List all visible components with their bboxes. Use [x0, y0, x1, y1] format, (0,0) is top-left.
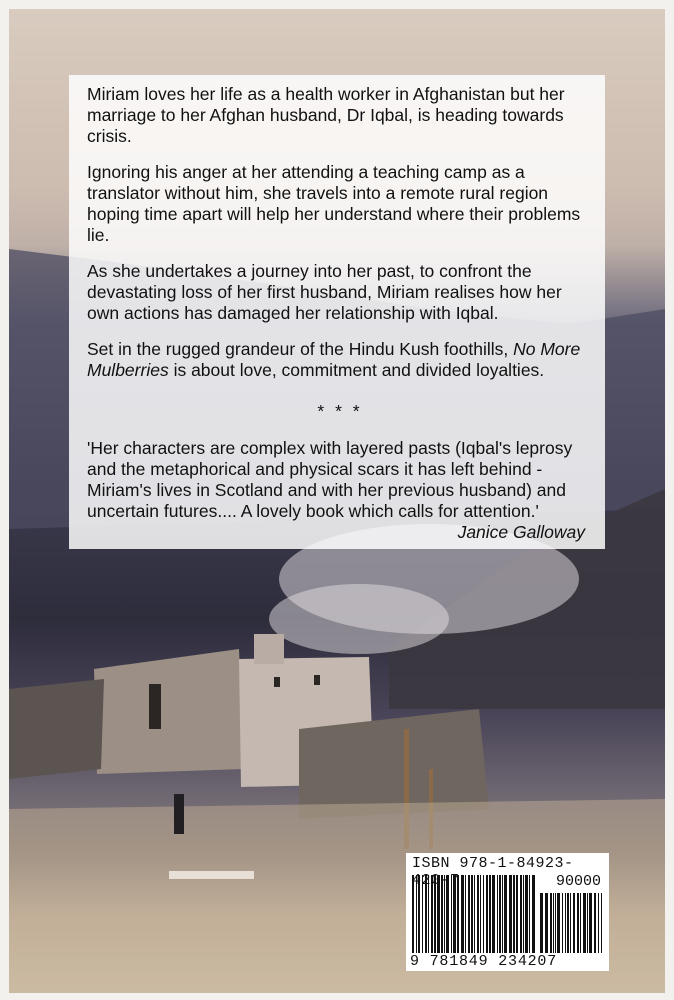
blurb-p4-end: is about love, commitment and divided loyalties. [168, 360, 545, 380]
ean-number: 9 781849 234207 [410, 953, 558, 970]
review-quote: 'Her characters are complex with layered pasts (Iqbal's leprosy and the metaphorical and physical scars it has left behind - Miriam's lives in Scotland and with her previous husband) and uncertain futures.... A lovely book which calls for attention.' [87, 438, 573, 521]
price-code: 90000 [555, 873, 601, 890]
blurb-p4-start: Set in the rugged grandeur of the Hindu Kush foothills, [87, 339, 514, 359]
barcode-box [406, 853, 609, 971]
mud-house-left [94, 649, 244, 774]
blurb-panel [69, 75, 605, 549]
blurb-paragraph-4 [87, 339, 593, 381]
isbn-text: ISBN 978-1-84923-420-7 [412, 855, 574, 889]
separator: * * * [317, 401, 363, 421]
blurb-paragraph-2: Ignoring his anger at her attending a teaching camp as a translator without him, she travels into a remote rural region hoping time apart will help her understand where their problems lie. [87, 162, 581, 245]
review-author: Janice Galloway [457, 522, 585, 542]
back-cover [9, 9, 665, 993]
book-title: No More Mulberries [87, 339, 581, 380]
blurb-paragraph-1: Miriam loves her life as a health worker in Afghanistan but her marriage to her Afghan husband, Dr Iqbal, is heading towards crisis. [87, 84, 565, 146]
blurb-paragraph-3: As she undertakes a journey into her past, to confront the devastating loss of her first husband, Miriam realises how her own actions has damaged her relationship with Iqbal. [87, 261, 562, 323]
